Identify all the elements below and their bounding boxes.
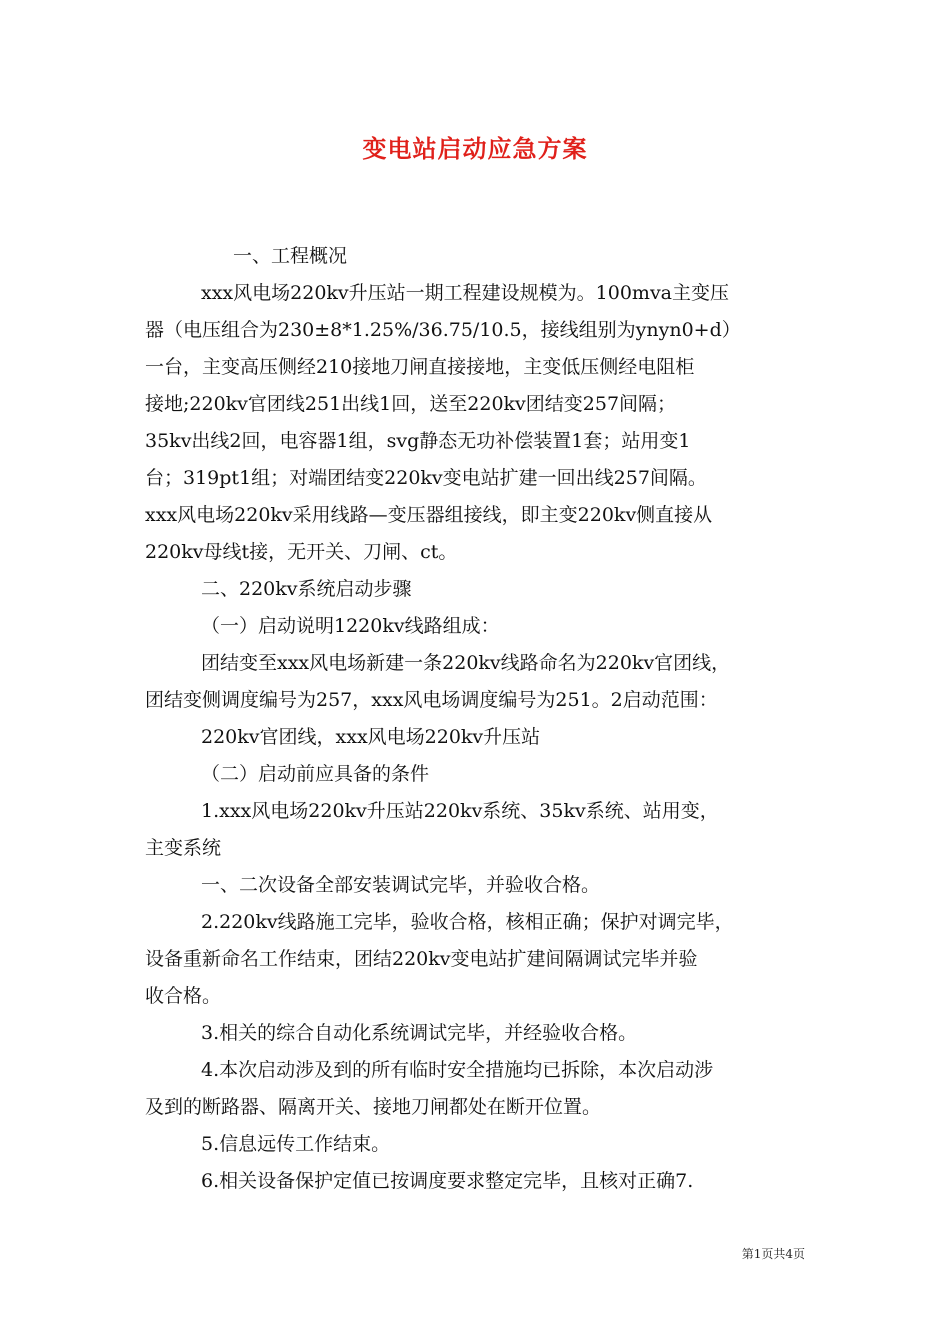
paragraph-line: 设备重新命名工作结束，团结220kv变电站扩建间隔调试完毕并验 — [145, 948, 698, 970]
paragraph-line: 35kv出线2回，电容器1组，svg静态无功补偿装置1套；站用变1 — [145, 430, 691, 452]
paragraph-line: 6.相关设备保护定值已按调度要求整定完毕，且核对正确7. — [201, 1170, 694, 1192]
paragraph-line: 及到的断路器、隔离开关、接地刀闸都处在断开位置。 — [145, 1096, 602, 1118]
paragraph-line: 一台，主变高压侧经210接地刀闸直接接地，主变低压侧经电阻柜 — [145, 356, 695, 378]
paragraph-line: 主变系统 — [145, 837, 222, 859]
document-title: 变电站启动应急方案 — [362, 134, 588, 163]
paragraph-line: 收合格。 — [145, 985, 222, 1007]
document-body — [145, 238, 820, 1200]
paragraph-line: 3.相关的综合自动化系统调试完毕，并经验收合格。 — [201, 1022, 638, 1044]
paragraph-line: xxx风电场220kv采用线路—变压器组接线，即主变220kv侧直接从 — [145, 504, 713, 526]
paragraph-line: 团结变至xxx风电场新建一条220kv线路命名为220kv官团线， — [201, 652, 731, 674]
paragraph-line: 器（电压组合为230±8*1.25%/36.75/10.5，接线组别为ynyn0+d） — [145, 319, 741, 341]
paragraph-line: xxx风电场220kv升压站一期工程建设规模为。100mva主变压 — [201, 282, 730, 304]
subsection-heading: （一）启动说明1220kv线路组成： — [201, 615, 500, 637]
paragraph-line: 1.xxx风电场220kv升压站220kv系统、35kv系统、站用变， — [201, 800, 719, 822]
section-heading: 一、工程概况 — [233, 245, 348, 267]
paragraph-line: 4.本次启动涉及到的所有临时安全措施均已拆除，本次启动涉 — [201, 1059, 714, 1081]
paragraph-line: 团结变侧调度编号为257，xxx风电场调度编号为251。2启动范围： — [145, 689, 718, 711]
paragraph-line: 台；319pt1组；对端团结变220kv变电站扩建一回出线257间隔。 — [145, 467, 707, 489]
paragraph-line: 5.信息远传工作结束。 — [201, 1133, 391, 1155]
paragraph-line: 2.220kv线路施工完毕，验收合格，核相正确；保护对调完毕， — [201, 911, 734, 933]
section-heading: 二、220kv系统启动步骤 — [201, 578, 412, 600]
paragraph-line: 220kv官团线，xxx风电场220kv升压站 — [201, 726, 541, 748]
paragraph-line: 接地;220kv官团线251出线1回，送至220kv团结变257间隔； — [145, 393, 677, 415]
subsection-heading: （二）启动前应具备的条件 — [201, 763, 430, 785]
paragraph-line: 一、二次设备全部安装调试完毕，并验收合格。 — [201, 874, 601, 896]
page-number: 第1页共4页 — [741, 1247, 805, 1261]
paragraph-line: 220kv母线t接，无开关、刀闸、ct。 — [145, 541, 458, 563]
